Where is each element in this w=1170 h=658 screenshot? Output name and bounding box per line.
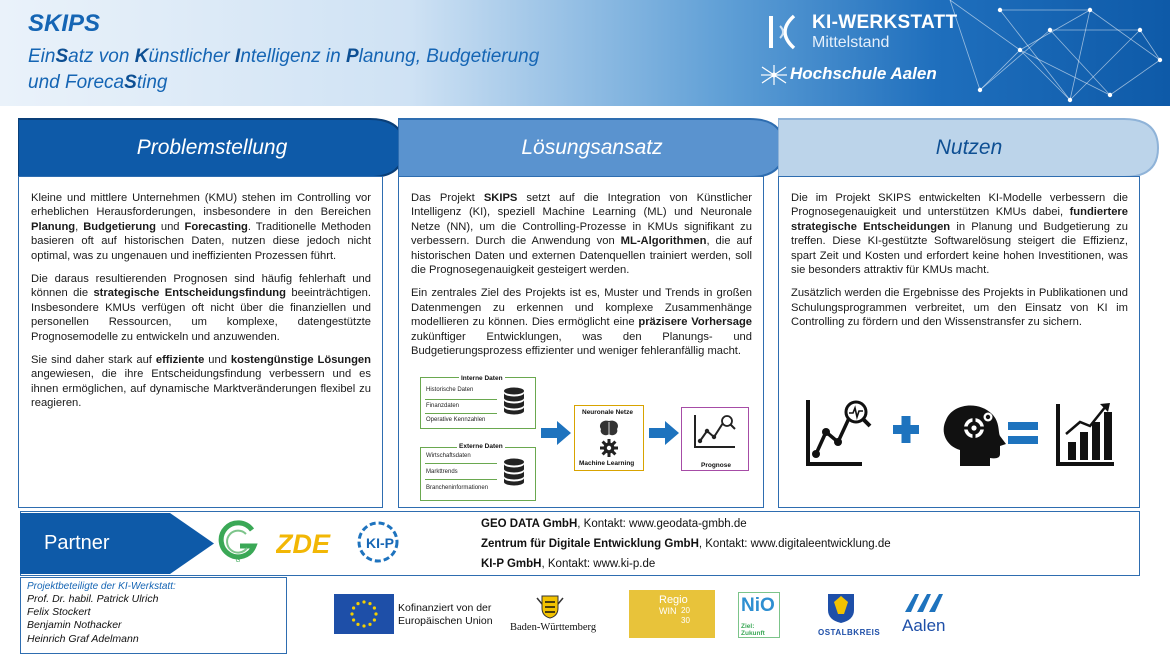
eu-star <box>362 624 365 627</box>
brain-icon <box>598 419 620 437</box>
team-box <box>20 577 287 654</box>
partner-name: GEO DATA GmbH <box>481 518 578 530</box>
partner-label: Partner <box>44 532 110 554</box>
partner-entry <box>481 518 747 530</box>
benefit-title: Nutzen <box>935 136 1003 159</box>
body-text: Die im Projekt SKIPS entwickelten KI-Modelle verbessern die Prognosegenauigkeit und unterstützen KMUs dabei, <box>791 192 1128 219</box>
regiowin-logo <box>629 590 715 638</box>
regio-win-text: WIN <box>659 606 677 616</box>
body-text: in Planung und Budgetierung zu treffen. Diese KI-gestützte Softwarelösung steigert die Effizienz, spart Zeit und Kosten und erfordert keine hohen Investitionen, was sie besonders attraktiv für KMUs macht. <box>791 220 1128 277</box>
body-text: zukünftiger Entwicklungen, was den Planungs- und Budgetierungsprozess effizienter und weniger fehleranfällig macht. <box>411 330 752 358</box>
subtitle-initial: I <box>235 46 241 67</box>
emphasis-text: ML-Algorithmen <box>620 235 707 248</box>
eu-star <box>356 602 359 605</box>
eu-text-line: Kofinanziert von der <box>398 602 492 614</box>
partner-name: Zentrum für Digitale Entwicklung GmbH <box>481 538 699 550</box>
body-text: angewiesen, die ihre Entscheidungsfindung verbessern und es ihnen ermöglichen, auf dynamische Marktveränderungen flexibel zu reagieren. <box>31 368 371 410</box>
hochschule-logo <box>760 62 990 88</box>
team-member: Benjamin Nothacker <box>27 619 122 632</box>
eu-star <box>352 618 355 621</box>
ki-werkstatt-logo <box>766 10 966 56</box>
subtitle-initial: K <box>134 46 149 67</box>
internal-data-title: Interne Daten <box>461 375 503 382</box>
subtitle-initial: S <box>124 72 137 93</box>
solution-paragraph <box>411 286 752 358</box>
geodata-logo <box>218 520 258 564</box>
divider <box>425 399 497 400</box>
team-member: Prof. Dr. habil. Patrick Ulrich <box>27 593 159 605</box>
equals-icon <box>1008 422 1038 444</box>
problem-header <box>18 117 406 179</box>
ki-werkstatt-icon <box>766 12 800 52</box>
eu-star <box>356 623 359 626</box>
partner-name: KI-P GmbH <box>481 558 542 570</box>
plus-icon <box>893 416 919 443</box>
benefit-equation <box>800 398 1120 468</box>
divider <box>425 463 497 464</box>
body-text: beeinträchtigen. Insbesondere KMUs verfügen oft nicht über die finanziellen und personellen Ressourcen, um komplexe, datengestützte Prognosemodelle zu entwickeln und anzuwenden. <box>31 287 371 343</box>
gear-icon <box>600 439 618 457</box>
regio-year-b: 30 <box>681 616 690 625</box>
subtitle-text: ünstlicher <box>148 46 236 67</box>
partner-contact: , Kontakt: www.ki-p.de <box>541 558 656 570</box>
subtitle-initial: S <box>55 46 69 67</box>
subtitle-initial: P <box>345 46 359 67</box>
problem-paragraph <box>31 353 371 411</box>
eu-star <box>350 612 353 615</box>
ostalb-label: OSTALBKREIS <box>818 628 881 637</box>
emphasis-text: Budgetierung <box>83 220 156 233</box>
emphasis-text: präzisere Vorhersage <box>638 316 753 329</box>
eu-flag-logo <box>334 594 394 634</box>
body-text: Die daraus resultierenden Prognosen sind häufig fehlerhaft und können die <box>31 273 371 300</box>
eu-star <box>374 612 377 615</box>
regio-year-a: 20 <box>681 606 690 615</box>
eu-text <box>398 602 493 628</box>
internal-item: Operative Kennzahlen <box>426 417 486 423</box>
analytics-icon <box>808 400 870 464</box>
nio-logo <box>738 592 780 638</box>
eu-star <box>352 606 355 609</box>
body-text: Kleine und mittlere Unternehmen (KMU) stehen im Controlling vor erheblichen Herausforderungen, insbesondere in den Bereichen <box>31 192 371 219</box>
problem-body <box>18 176 383 508</box>
body-text: setzt auf die Integration von Künstlicher Intelligenz (KI), speziell Machine Learning (ML) und Neuronale Netze (NN), um die Controlling-Prozesse in KMUs signifikant zu verbessern. Durch die Anwendung von <box>411 192 752 248</box>
kip-logo <box>356 520 414 564</box>
eu-star <box>373 606 376 609</box>
external-item: Wirtschaftsdaten <box>426 453 471 459</box>
solution-title: Lösungsansatz <box>521 136 663 159</box>
database-icon <box>503 387 525 415</box>
external-item: Markttrends <box>426 469 458 475</box>
forecast-chart-icon <box>693 413 737 449</box>
forecast-title: Prognose <box>701 462 731 469</box>
benefit-paragraph <box>791 286 1128 329</box>
eu-stars-icon <box>334 594 394 634</box>
team-member: Heinrich Graf Adelmann <box>27 632 139 645</box>
eu-star <box>368 602 371 605</box>
growth-chart-icon <box>1058 403 1114 464</box>
subtitle-text: ting <box>136 72 168 93</box>
team-member: Felix Stockert <box>27 606 91 619</box>
bw-crest-icon <box>536 594 564 620</box>
benefit-paragraph <box>791 191 1128 277</box>
eu-star <box>368 623 371 626</box>
eu-text-line: Europäischen Union <box>398 615 493 627</box>
body-text: , <box>75 220 84 233</box>
database-icon <box>503 458 525 486</box>
problem-title: Problemstellung <box>136 136 288 159</box>
page-subtitle <box>28 44 648 96</box>
subtitle-text: und Foreca <box>28 72 125 93</box>
zde-logo-text: ZDE <box>276 529 330 558</box>
aalen-label: Aalen <box>902 616 946 635</box>
emphasis-text: kostengünstige Lösungen <box>230 354 371 367</box>
eu-star <box>362 600 365 603</box>
partner-contact: , Kontakt: www.digitaleentwicklung.de <box>698 538 891 550</box>
solution-header <box>398 117 786 179</box>
partner-entry <box>481 558 655 570</box>
ki-werkstatt-sublabel: Mittelstand <box>812 34 890 51</box>
page-title: SKIPS <box>28 10 101 37</box>
ai-head-icon <box>944 405 1006 466</box>
body-text: . Traditionelle Methoden basieren oft auf historischen Daten, nutzen diese jedoch nicht optimal, was zu ungenauen und ineffizienten Prozessen führt. <box>31 220 371 262</box>
solution-diagram <box>417 375 757 491</box>
geodata-logo-text: G <box>235 558 241 564</box>
header-banner <box>0 0 1170 106</box>
emphasis-text: SKIPS <box>483 192 518 204</box>
divider <box>425 479 497 480</box>
divider <box>425 413 497 414</box>
external-item: Brancheninformationen <box>426 485 489 491</box>
zde-logo <box>276 528 334 558</box>
solution-paragraph <box>411 191 752 277</box>
nn-title: Neuronale Netze <box>582 409 633 416</box>
team-heading: Projektbeteiligte der KI-Werkstatt: <box>27 581 176 592</box>
subtitle-text: ntelligenz in <box>240 46 346 67</box>
internal-item: Finanzdaten <box>426 403 460 409</box>
body-text: Ein zentrales Ziel des Projekts ist es, Muster und Trends in großen Datenmengen zu erkennen und komplexe Zusammenhänge modellieren zu können. Dies ermöglicht eine <box>411 287 752 329</box>
ml-title: Machine Learning <box>579 460 635 467</box>
emphasis-text: strategische Entscheidungsfindung <box>93 287 286 300</box>
emphasis-text: Planung <box>31 220 76 233</box>
problem-paragraph <box>31 272 371 344</box>
ostalb-crest-icon <box>826 592 856 624</box>
external-data-title: Externe Daten <box>459 443 503 450</box>
network-graphic <box>940 0 1170 106</box>
subtitle-text: Ein <box>28 46 56 67</box>
kip-logo-text: KI-P <box>366 535 394 551</box>
body-text: Zusätzlich werden die Ergebnisse des Projekts in Publikationen und Schulungsprogrammen verbreitet, um den Einsatz von KI im Controlling zu fördern und den Wissenstransfer zu sichern. <box>791 287 1128 329</box>
benefit-header <box>778 117 1160 179</box>
nio-sub-text: Ziel: Zukunft <box>741 623 765 637</box>
arrow-right-icon <box>541 421 571 445</box>
body-text: , die auf historischen Daten und externen Datenquellen trainiert werden, soll die Prognosegenauigkeit gesteigert werden. <box>411 235 752 277</box>
body-text: Das Projekt <box>411 192 484 204</box>
problem-paragraph <box>31 191 371 263</box>
body-text: und <box>155 220 185 233</box>
partner-contact: , Kontakt: www.geodata-gmbh.de <box>577 518 747 530</box>
internal-item: Historische Daten <box>426 387 474 393</box>
hochschule-label: Hochschule Aalen <box>790 64 937 83</box>
emphasis-text: fundiertere strategische Entscheidungen <box>791 206 1128 233</box>
aalen-mark-icon <box>903 592 947 614</box>
ki-werkstatt-label: KI-WERKSTATT <box>812 12 958 33</box>
eu-star <box>373 618 376 621</box>
regio-text: Regio <box>659 594 688 606</box>
emphasis-text: Forecasting <box>184 220 248 233</box>
hochschule-star-icon <box>760 64 788 86</box>
subtitle-text: lanung, Budgetierung <box>358 46 540 67</box>
body-text: und <box>204 354 231 367</box>
bw-label: Baden-Württemberg <box>510 622 597 633</box>
arrow-right-icon <box>649 421 679 445</box>
emphasis-text: effiziente <box>155 354 205 367</box>
subtitle-text: atz von <box>68 46 135 67</box>
nio-text: NiO <box>741 595 775 616</box>
body-text: Sie sind daher stark auf <box>31 354 156 367</box>
partner-entry <box>481 538 891 550</box>
